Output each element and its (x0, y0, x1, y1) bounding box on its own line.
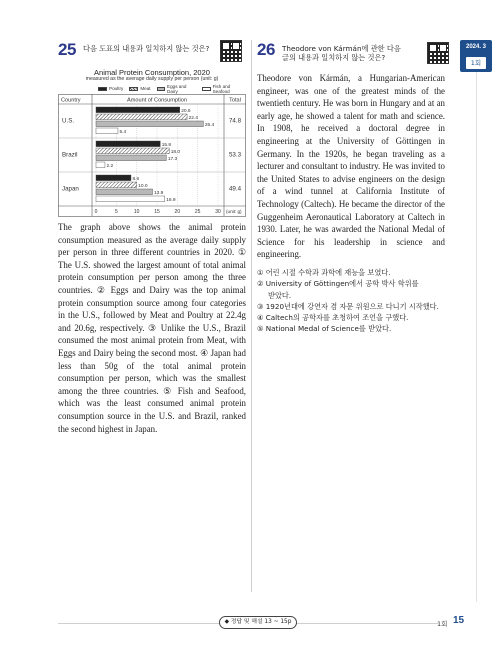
data-label: 2.2 (106, 163, 114, 169)
qr-code-icon[interactable] (220, 40, 242, 62)
x-tick-label: 10 (133, 209, 140, 215)
answer-range-pill: ◆ 정답 및 해설 13 ~ 15p (219, 616, 297, 629)
question-number: 25 (58, 40, 76, 59)
question-prompt: 다음 도표의 내용과 일치하지 않는 것은? (83, 44, 210, 53)
question-prompt (282, 44, 422, 62)
data-label: 26.4 (204, 122, 215, 128)
header-total: Total (229, 97, 241, 104)
protein-chart (58, 68, 246, 218)
legend-swatch-meat (129, 87, 138, 91)
bar (96, 175, 131, 181)
x-tick-label: 30 (215, 209, 221, 215)
data-label: 17.3 (167, 156, 178, 162)
bar (96, 189, 153, 195)
bar (96, 148, 169, 154)
bar (96, 114, 187, 120)
legend-label: Eggs and Dairy (167, 83, 187, 94)
passage-26: Theodore von Kármán, a Hungarian-American engineer, was one of the greatest minds of the twentieth century. He was born in Hungary and at an early age, he showed a talent for math and science. In 1908, he received a doctoral degree in engineering at the University of Göttingen in Germany. In the 1920s, he began traveling as a lecturer and consultant to industry. He was invited to the United States to advise engineers on the design of a wind tunnel at California Institute of Technology (Caltech). He became the director of the Guggenheim Aeronautical Laboratory at Caltech in 1930. Later, he was awarded the National Medal of Science for his leadership in science and engineering. (257, 73, 445, 260)
page-number: 15 (453, 615, 465, 626)
total-label: 74.8 (228, 117, 242, 125)
bar (96, 196, 165, 202)
category-label: Japan (62, 185, 79, 193)
legend-item (98, 85, 123, 92)
footer-session: 1회 (437, 620, 448, 628)
side-rule (476, 72, 477, 602)
data-label: 15.8 (161, 142, 172, 148)
bar (96, 121, 203, 127)
option-5[interactable]: ⑤ National Medal of Science를 받았다. (257, 324, 392, 334)
data-label: 22.4 (188, 115, 198, 121)
total-label: 49.4 (228, 185, 242, 193)
x-unit-label: (unit: g) (226, 209, 242, 214)
header-amount: Amount of Consumption (126, 97, 188, 104)
column-divider (251, 40, 252, 592)
data-label: 18.0 (170, 149, 181, 155)
x-tick-label: 5 (114, 209, 118, 215)
data-label: 20.6 (181, 108, 191, 114)
chart-plot (58, 94, 246, 218)
x-tick-label: 15 (154, 209, 160, 215)
legend-swatch-poultry (98, 87, 107, 91)
bar (96, 182, 137, 188)
bar (96, 107, 180, 113)
qr-code-icon[interactable] (427, 42, 449, 64)
legend-swatch-fish (202, 87, 210, 91)
data-label: 10.0 (138, 183, 148, 189)
chart-subtitle: measured as the average daily supply per person (unit: g) (85, 76, 219, 82)
data-label: 13.9 (154, 190, 164, 196)
legend-item (129, 85, 150, 92)
bar (96, 128, 118, 134)
legend-swatch-eggs (157, 87, 165, 91)
legend-item (202, 85, 246, 92)
category-label: Brazil (62, 151, 78, 159)
tab-session: 1회 (466, 57, 486, 69)
option-1[interactable]: ① 어린 시절 수학과 과학에 재능을 보였다. (257, 267, 391, 277)
question-26 (257, 40, 445, 335)
data-label: 8.6 (132, 176, 140, 182)
header-country: Country (61, 97, 81, 104)
data-label: 5.4 (119, 129, 127, 135)
question-26-header (257, 40, 445, 68)
bar (96, 155, 166, 161)
legend-label: Fish and Seafood (212, 83, 231, 94)
x-tick-label: 20 (174, 209, 181, 215)
passage-25: The graph above shows the animal protein consumption measured as the average daily supply per person in three different countries in 2020. ① The U.S. showed the largest amount of total animal protein consumption per person among the three countries. ② Eggs and Dairy was the top animal protein consumption source among four categories in the U.S., followed by Meat and Poultry at 22.4g and 20.6g, respectively. ③ Unlike the U.S., Brazil consumed the most animal protein from Meat, with Eggs and Dairy being the second most. ④ Japan had less than 50g of the total animal protein consumption per person, which was the smallest among the three countries. ⑤ Fish and Seafood, which was the least consumed animal protein consumption source in the U.S. and Brazil, ranked the second highest in Japan. (58, 222, 246, 434)
bar (96, 141, 160, 147)
legend-item (157, 85, 197, 92)
data-label: 16.9 (166, 197, 176, 203)
answer-options (257, 267, 445, 335)
legend-label: Poultry (109, 86, 124, 91)
option-4[interactable]: ④ Caltech의 공학자를 초청하여 조언을 구했다. (257, 313, 409, 323)
x-tick-label: 0 (94, 209, 98, 215)
chart-legend (98, 85, 246, 92)
question-number: 26 (257, 40, 275, 59)
question-25 (58, 40, 246, 435)
x-tick-label: 25 (194, 209, 201, 215)
bar (96, 162, 105, 168)
chart-title: Animal Protein Consumption, 2020 (94, 68, 210, 77)
prompt-line-1: Theodore von Kármán에 관한 다음 (282, 44, 401, 53)
exam-tab[interactable] (460, 40, 492, 72)
option-2-continued: 받았다. (268, 290, 292, 300)
total-label: 53.3 (228, 151, 242, 159)
legend-label: Meat (140, 86, 151, 91)
option-3[interactable]: ③ 1920년대에 강연자 겸 자문 위원으로 다니기 시작했다. (257, 301, 439, 311)
question-25-header (58, 40, 246, 68)
category-label: U.S. (62, 117, 75, 125)
option-2[interactable]: ② University of Göttingen에서 공학 박사 학위를 (257, 279, 419, 289)
prompt-line-2: 글의 내용과 일치하지 않는 것은? (282, 53, 386, 62)
tab-year: 2024. 3 (465, 44, 487, 50)
